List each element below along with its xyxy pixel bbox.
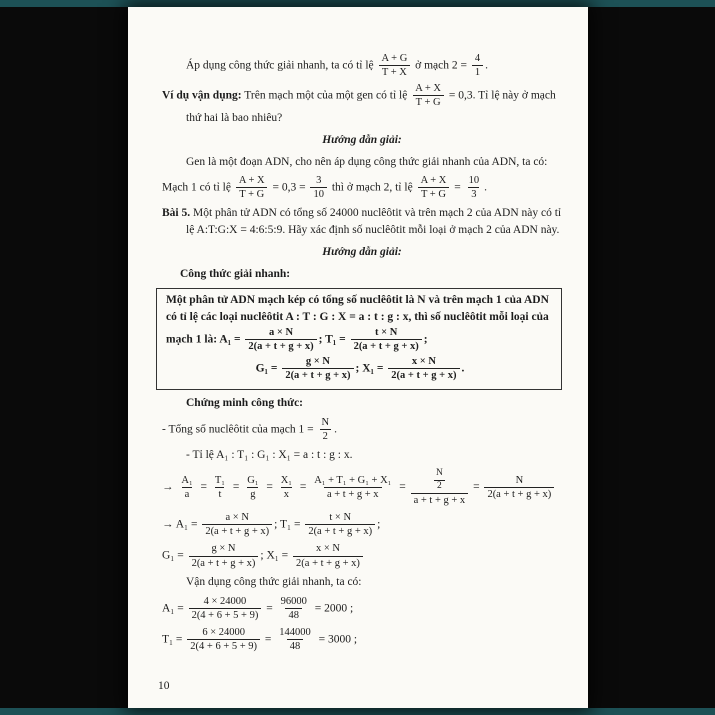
line-a1-t1-formulas — [162, 511, 562, 538]
denominator: 48 — [285, 608, 302, 622]
punctuation: ; — [260, 549, 264, 562]
fraction — [189, 542, 259, 569]
text-run: - Tổng số nuclêôtit của mạch 1 = — [162, 423, 314, 436]
denominator: T + G — [413, 95, 444, 109]
symbol-x1: X₁ = — [362, 362, 384, 375]
numerator: g × N — [305, 356, 330, 368]
symbol-t1: T₁ = — [325, 333, 346, 346]
fraction — [278, 474, 295, 501]
page-number: 10 — [158, 679, 170, 692]
heading-huong-dan-giai-1: Hướng dẫn giải: — [322, 133, 402, 146]
denominator: 2(a + t + g + x) — [245, 339, 316, 353]
numerator: A + X — [238, 175, 265, 187]
text-run: ở mạch 2 = — [415, 59, 468, 72]
numerator: t × N — [329, 512, 352, 524]
fraction — [278, 595, 310, 622]
heading-cong-thuc-giai-nhanh: Công thức giải nhanh: — [180, 268, 291, 281]
denominator: 2(4 + 6 + 5 + 9) — [187, 639, 260, 653]
fraction-nested — [411, 468, 469, 507]
fraction — [305, 511, 375, 538]
symbol-t1: T₁ = — [280, 518, 301, 531]
fraction — [318, 416, 332, 443]
denominator: a + t + g + x — [411, 493, 469, 507]
fraction — [202, 511, 272, 538]
fraction — [282, 355, 353, 382]
fraction — [310, 174, 327, 201]
line-t1-result — [162, 626, 562, 653]
run-in-heading: Bài 5. — [162, 206, 191, 219]
text-run: = 0,3 = — [272, 181, 306, 194]
paragraph-vi-du-van-dung — [162, 82, 562, 127]
box-second-line — [166, 355, 554, 382]
arrow-icon: → — [162, 518, 174, 531]
run-in-heading: Ví dụ vận dụng: — [162, 89, 242, 102]
line-ti-le-a1: - Tỉ lệ A₁ : T₁ : G₁ : X₁ = a : t : g : x. — [186, 449, 353, 461]
line-van-dung: Vận dụng công thức giải nhanh, ta có: — [186, 575, 362, 588]
text-run: Mạch 1 có tỉ lệ — [162, 181, 231, 194]
fraction — [244, 474, 261, 501]
fraction — [189, 595, 262, 622]
top-bar — [0, 0, 715, 7]
numerator: A + G — [381, 53, 408, 64]
result-value: = 2000 ; — [314, 602, 354, 615]
punctuation: ; — [318, 333, 323, 346]
line-tong-so-nucleotit — [162, 416, 562, 443]
denominator: t — [215, 487, 224, 501]
denominator: x — [281, 487, 292, 501]
fraction — [418, 174, 450, 201]
equals-sign: = — [232, 481, 240, 494]
numerator: A₁ — [181, 475, 193, 487]
numerator — [430, 468, 449, 493]
fraction — [484, 474, 554, 501]
numerator: A₁ + T₁ + G₁ + X₁ — [314, 475, 392, 487]
denominator: 2(a + t + g + x) — [189, 556, 259, 570]
symbol-a1: A₁ = — [162, 602, 184, 615]
numerator: 96000 — [280, 595, 307, 607]
text-run: Một phân tử ADN có tổng số 24000 nuclêôtit và trên mạch 2 của ADN này có tỉ lệ A:T:G:X = 4:6:5:9. Hãy xác định số nuclêôtit mỗi loại ở mạch 2 của ADN này. — [186, 206, 562, 236]
line-derivation-chain — [162, 468, 562, 507]
numerator: a × N — [268, 327, 294, 338]
numerator: A + X — [415, 83, 441, 95]
denominator: T + G — [418, 187, 449, 201]
numerator: N — [435, 468, 443, 479]
fraction — [212, 474, 228, 501]
numerator: 4 — [474, 53, 481, 64]
equals-sign: = — [473, 481, 480, 494]
denominator: a — [182, 487, 193, 501]
equals-sign: = — [264, 633, 272, 646]
denominator: 2(a + t + g + x) — [293, 556, 363, 570]
symbol-a1: A₁ = — [175, 518, 198, 531]
line-gen-la-mot-doan: Gen là một đoạn ADN, cho nên áp dụng công thức giải nhanh của ADN, ta có: — [186, 156, 548, 168]
arrow-icon: → — [162, 481, 174, 494]
line-apply-quick-formula — [162, 52, 562, 79]
symbol-t1: T₁ = — [162, 633, 183, 646]
denominator: g — [247, 487, 258, 501]
line-a1-result — [162, 595, 562, 622]
numerator: G₁ — [247, 475, 259, 487]
document-page — [128, 7, 588, 708]
denominator: a + t + g + x — [324, 487, 382, 501]
numerator: 4 × 24000 — [203, 595, 247, 607]
fraction — [276, 626, 314, 653]
numerator: 6 × 24000 — [202, 627, 245, 639]
numerator: a × N — [225, 512, 249, 524]
numerator: 10 — [468, 175, 480, 187]
box-body — [166, 292, 554, 354]
punctuation: . — [485, 59, 489, 72]
denominator: 2(a + t + g + x) — [388, 368, 459, 382]
text-run: thì ở mạch 2, tỉ lệ — [331, 181, 413, 194]
denominator: 2(a + t + g + x) — [305, 524, 375, 538]
fraction — [379, 52, 411, 79]
symbol-g1: G₁ = — [255, 362, 278, 375]
formula-box — [156, 288, 562, 390]
punctuation: ; — [355, 362, 360, 375]
punctuation: ; — [377, 518, 381, 531]
numerator: 3 — [316, 175, 322, 187]
denominator: 2 — [320, 429, 331, 443]
denominator: T + X — [379, 65, 410, 79]
numerator: 144000 — [279, 627, 311, 639]
text-run: Một phân tử ADN mạch kép có tổng số nuclêôtit là N và trên mạch 1 của ADN có tỉ lệ các loại nuclêôtit A : T : G : X = a : t : g : x, thì số nuclêôtit mỗi loại của mạch 1 là: — [166, 293, 549, 346]
denominator: 10 — [310, 187, 327, 201]
punctuation: . — [334, 423, 337, 436]
line-mach-1-ti-le — [162, 174, 562, 201]
equals-sign: = — [266, 602, 273, 615]
heading-huong-dan-giai-2: Hướng dẫn giải: — [322, 246, 402, 258]
numerator: x × N — [315, 543, 340, 555]
text-run: Trên mạch một của một gen có tỉ lệ — [241, 89, 408, 102]
inner-fraction — [433, 468, 446, 493]
fraction — [311, 474, 394, 501]
equals-sign: = — [299, 481, 307, 494]
text-run: Áp dụng công thức giải nhanh, ta có tỉ lệ — [186, 59, 374, 72]
heading-chung-minh-cong-thuc: Chứng minh công thức: — [186, 396, 303, 409]
fraction — [351, 326, 422, 353]
symbol-a1: A₁ = — [219, 333, 241, 346]
fraction — [293, 542, 363, 569]
fraction — [187, 626, 260, 653]
equals-sign: = — [200, 481, 207, 494]
denominator: 2(a + t + g + x) — [202, 524, 272, 538]
denominator: 2(4 + 6 + 5 + 9) — [189, 608, 262, 622]
denominator: T + G — [236, 187, 267, 201]
denominator: 3 — [468, 187, 479, 201]
equals-sign: = — [399, 481, 406, 494]
punctuation: ; — [274, 518, 278, 531]
denominator: 48 — [287, 639, 304, 653]
numerator: A + X — [420, 175, 447, 187]
bottom-bar — [0, 708, 715, 715]
fraction — [388, 355, 459, 382]
numerator: N — [321, 416, 330, 428]
denominator: 2(a + t + g + x) — [351, 339, 422, 353]
line-g1-x1-formulas — [162, 542, 562, 569]
fraction — [178, 474, 195, 501]
denominator: 2 — [434, 480, 445, 493]
symbol-g1: G₁ = — [162, 549, 184, 562]
denominator: 2(a + t + g + x) — [484, 487, 554, 501]
numerator: X₁ — [280, 475, 292, 487]
fraction — [466, 174, 483, 201]
punctuation: ; — [423, 333, 428, 346]
equals-sign: = — [266, 481, 273, 494]
numerator: T₁ — [214, 475, 225, 487]
denominator: 1 — [472, 65, 483, 79]
symbol-x1: X₁ = — [266, 549, 289, 562]
numerator: t × N — [375, 327, 398, 338]
text-run: = 0,3. Tỉ lệ này ở mạch thứ hai là bao nhiêu? — [186, 89, 556, 124]
fraction — [236, 174, 268, 201]
punctuation: . — [461, 362, 465, 375]
fraction — [472, 52, 483, 79]
result-value: = 3000 ; — [318, 633, 358, 646]
equals-sign: = — [454, 181, 461, 194]
numerator: N — [515, 475, 524, 487]
punctuation: . — [484, 181, 487, 194]
denominator: 2(a + t + g + x) — [282, 368, 353, 382]
numerator: g × N — [211, 543, 236, 555]
fraction — [245, 326, 316, 353]
paragraph-bai-5 — [162, 205, 562, 240]
numerator: x × N — [411, 356, 436, 368]
fraction — [412, 82, 444, 109]
